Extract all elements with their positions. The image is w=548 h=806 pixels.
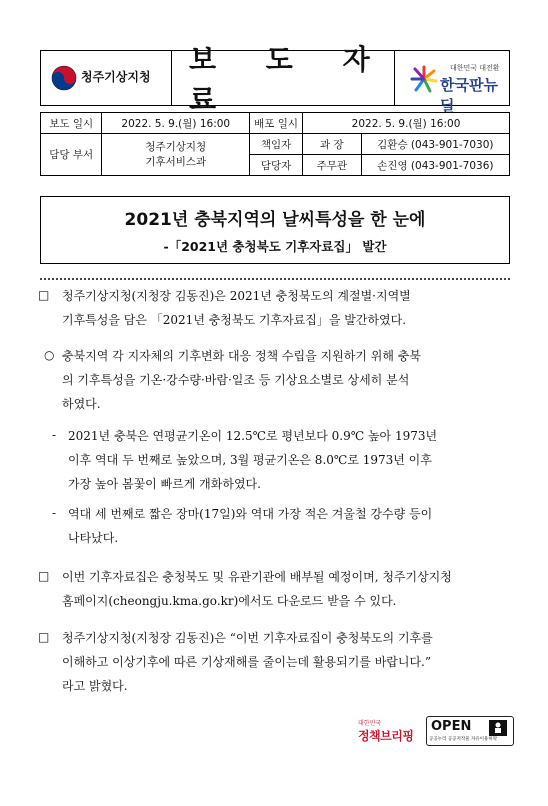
staff-label: 담당자 xyxy=(250,155,303,176)
policy-logo-main: 정책브리핑 xyxy=(358,729,414,743)
resp-name: 김환승 (043-901-7030) xyxy=(361,134,509,155)
p3-line1: 2021년 충북은 연평균기온이 12.5℃로 평년보다 0.9℃ 높아 1973년 xyxy=(68,429,438,443)
headline-main: 2021년 충북지역의 날씨특성을 한 눈에 xyxy=(124,210,426,230)
p1-line1: 청주기상지청(지청장 김동진)은 2021년 충청북도의 계절별·지역별 xyxy=(62,289,411,303)
staff-name: 손진영 (043-901-7036) xyxy=(361,155,509,176)
p2-line3: 하였다. xyxy=(62,397,101,411)
p3-line2: 이후 역대 두 번째로 높았으며, 3월 평균기온은 8.0℃로 1973년 이후 xyxy=(68,453,432,467)
p1-line2: 기후특성을 담은 「2021년 충청북도 기후자료집」을 발간하였다. xyxy=(62,313,407,327)
square-bullet: □ xyxy=(38,630,50,644)
p6-line2: 이해하고 이상기후에 따른 기상재해를 줄이는데 활용되기를 바랍니다.” xyxy=(62,655,432,669)
doc-title-cell xyxy=(171,43,395,116)
slogan-main: 한국판뉴딜 xyxy=(440,76,498,115)
section-divider xyxy=(40,278,510,280)
org-logo-cell xyxy=(41,51,172,105)
open-logo-text: OPEN xyxy=(431,719,472,734)
dist-value: 2022. 5. 9.(월) 16:00 xyxy=(303,113,510,134)
doc-title: 보 도 자 료 xyxy=(189,43,390,116)
p2-line1: 충북지역 각 지자체의 기후변화 대응 정책 수립을 지원하기 위해 충북 xyxy=(62,349,421,363)
release-value: 2022. 5. 9.(월) 16:00 xyxy=(102,113,250,134)
dept-value xyxy=(102,134,250,176)
taegeuk-emblem-icon xyxy=(51,65,77,91)
square-bullet: □ xyxy=(38,288,50,302)
open-license-logo xyxy=(426,716,514,746)
dept-value-line2: 기후서비스과 xyxy=(145,155,207,168)
p6-line3: 라고 밝혔다. xyxy=(62,679,128,693)
resp-label: 책임자 xyxy=(250,134,303,155)
newdeal-logo-cell xyxy=(394,51,509,115)
policy-logo-small: 대한민국 xyxy=(358,720,382,727)
open-logo-sub: 공공누리 공공저작물 자유이용허락 xyxy=(429,737,498,742)
org-logo-text: 청주기상지청 xyxy=(81,70,151,84)
headline-sub: -「2021년 충청북도 기후자료집」 발간 xyxy=(163,239,387,254)
circle-bullet: ○ xyxy=(44,348,55,362)
dept-value-line1: 청주기상지청 xyxy=(145,140,207,153)
dash-bullet: - xyxy=(52,428,57,442)
p5-line2: 홈페이지(cheongju.kma.go.kr)에서도 다운로드 받을 수 있다. xyxy=(62,594,397,608)
release-label: 보도 일시 xyxy=(41,113,102,134)
dist-label: 배포 일시 xyxy=(250,113,303,134)
p3-line3: 가장 높아 봄꽃이 빠르게 개화하였다. xyxy=(68,477,261,491)
p6-line1: 청주기상지청(지청장 김동진)은 “이번 기후자료집이 충청북도의 기후를 xyxy=(62,631,433,645)
newdeal-burst-icon xyxy=(410,65,438,93)
policy-briefing-logo xyxy=(354,718,416,748)
dash-bullet: - xyxy=(52,506,57,520)
p4-line1: 역대 세 번째로 짧은 장마(17일)와 역대 가장 적은 겨울철 강수량 등이 xyxy=(68,507,433,521)
attribution-person-icon xyxy=(489,720,507,736)
release-info-table xyxy=(40,112,510,176)
p5-line1: 이번 기후자료집은 충청북도 및 유관기관에 배부될 예정이며, 청주기상지청 xyxy=(62,570,452,584)
press-release-header xyxy=(40,43,510,116)
headline-box xyxy=(40,196,510,264)
p2-line2: 의 기후특성을 기온·강수량·바람·일조 등 기상요소별로 상세히 분석 xyxy=(62,373,410,387)
resp-role: 과 장 xyxy=(303,134,362,155)
dept-label: 담당 부서 xyxy=(41,134,102,176)
staff-role: 주무관 xyxy=(303,155,362,176)
p4-line2: 나타났다. xyxy=(68,531,119,545)
slogan-small: 대한민국 대전환 xyxy=(450,64,500,72)
square-bullet: □ xyxy=(38,569,50,583)
